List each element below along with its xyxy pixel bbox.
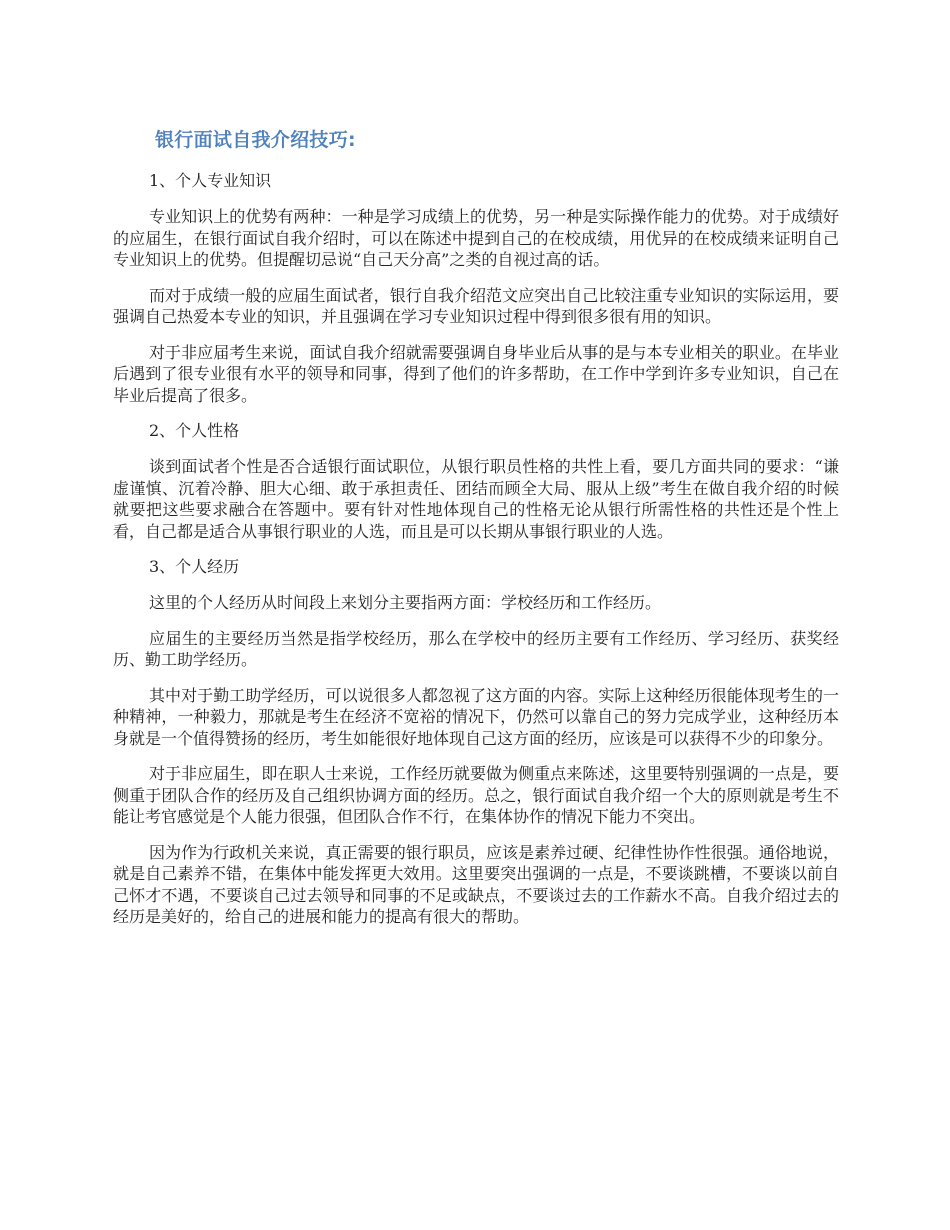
paragraph: 对于非应届生，即在职人士来说，工作经历就要做为侧重点来陈述，这里要特别强调的一点是，要侧重于团队合作的经历及自己组织协调方面的经历。总之，银行面试自我介绍一个大的原则就是考生不能让考官感觉是个人能力很强，但团队合作不行，在集体协作的情况下能力不突出。 (113, 764, 839, 826)
paragraph: 谈到面试者个性是否合适银行面试职位，从银行职员性格的共性上看，要几方面共同的要求：“谦虚谨慎、沉着冷静、胆大心细、敢于承担责任、团结而顾全大局、服从上级”考生在做自我介绍的时候就要把这些要求融合在答题中。要有针对性地体现自己的性格无论从银行所需性格的共性还是个性上看，自己都是适合从事银行职业的人选，而且是可以长期从事银行职业的人选。 (113, 457, 839, 541)
section-heading-experience: 3、个人经历 (149, 557, 240, 576)
paragraph: 应届生的主要经历当然是指学校经历，那么在学校中的经历主要有工作经历、学习经历、获奖经历、勤工助学经历。 (113, 628, 839, 669)
paragraph: 对于非应届考生来说，面试自我介绍就需要强调自身毕业后从事的是与本专业相关的职业。在毕业后遇到了很专业很有水平的领导和同事，得到了他们的许多帮助，在工作中学到许多专业知识，自己在毕业后提高了很多。 (113, 342, 839, 405)
paragraph: 专业知识上的优势有两种：一种是学习成绩上的优势，另一种是实际操作能力的优势。对于成绩好的应届生，在银行面试自我介绍时，可以在陈述中提到自己的在校成绩，用优异的在校成绩来证明自己专业知识上的优势。但提醒切忌说“自己天分高”之类的自视过高的话。 (113, 207, 839, 269)
paragraph: 这里的个人经历从时间段上来划分主要指两方面：学校经历和工作经历。 (149, 593, 662, 612)
paragraph: 因为作为行政机关来说，真正需要的银行职员，应该是素养过硬、纪律性协作性很强。通俗地说，就是自己素养不错，在集体中能发挥更大效用。这里要突出强调的一点是，不要谈跳槽，不要谈以前自己怀才不遇，不要谈自己过去领导和同事的不足或缺点，不要谈过去的工作薪水不高。自我介绍过去的经历是美好的，给自己的进展和能力的提高有很大的帮助。 (113, 842, 839, 926)
paragraph: 其中对于勤工助学经历，可以说很多人都忽视了这方面的内容。实际上这种经历很能体现考生的一种精神，一种毅力，那就是考生在经济不宽裕的情况下，仍然可以靠自己的努力完成学业，这种经历本身就是一个值得赞扬的经历，考生如能很好地体现自己这方面的经历，应该是可以获得不少的印象分。 (113, 685, 839, 748)
section-heading-professional-knowledge: 1、个人专业知识 (149, 171, 272, 190)
paragraph: 而对于成绩一般的应届生面试者，银行自我介绍范文应突出自己比较注重专业知识的实际运用，要强调自己热爱本专业的知识，并且强调在学习专业知识过程中得到很多很有用的知识。 (113, 285, 839, 326)
section-heading-personality: 2、个人性格 (149, 421, 240, 440)
document-title: 银行面试自我介绍技巧: (155, 129, 356, 151)
document-body (113, 124, 839, 942)
